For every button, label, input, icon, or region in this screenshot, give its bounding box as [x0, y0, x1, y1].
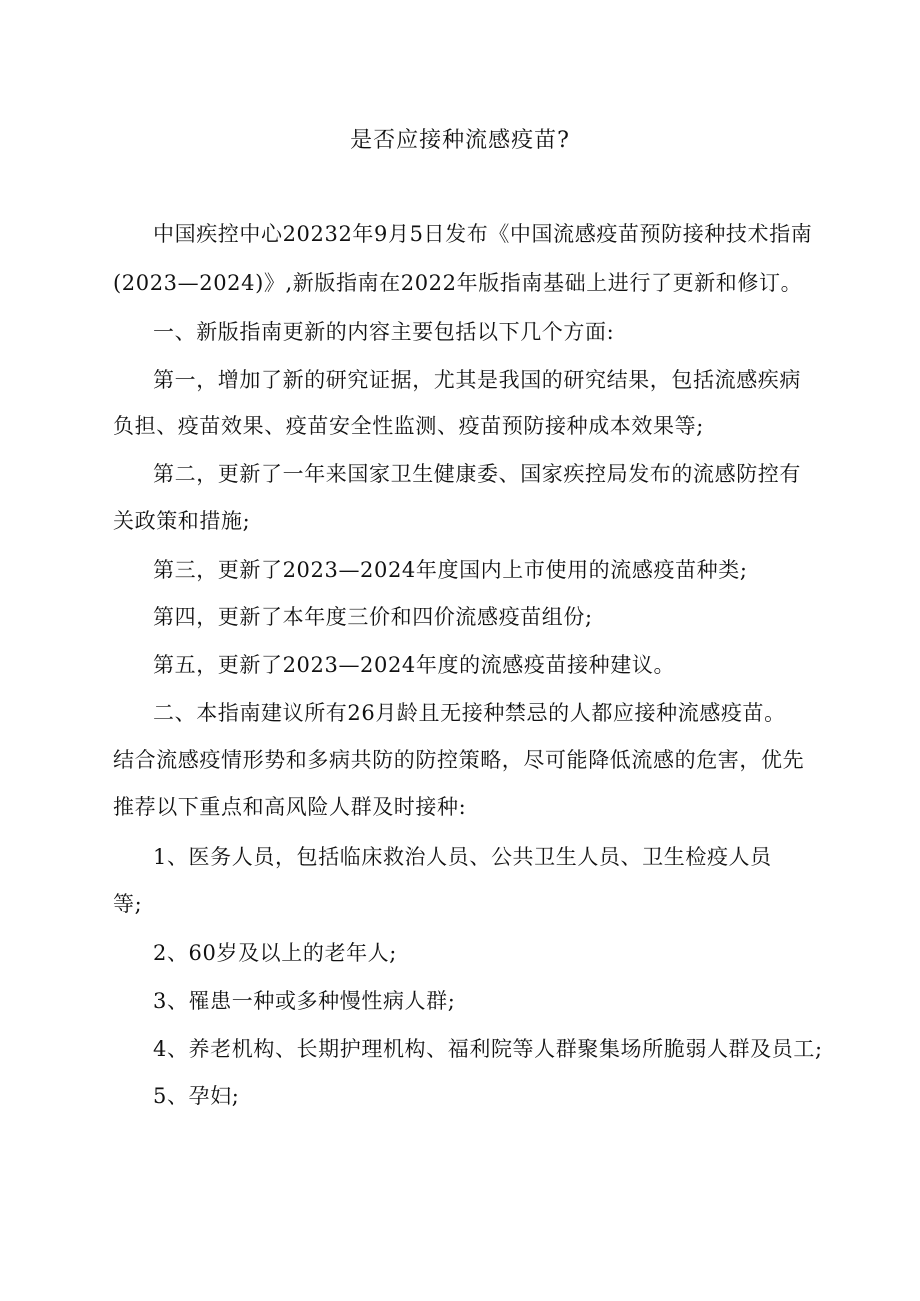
- text-line: 第五，更新了2023—2024年度的流感疫苗接种建议。: [153, 653, 676, 677]
- text-line: 负担、疫苗效果、疫苗安全性监测、疫苗预防接种成本效果等;: [113, 414, 704, 438]
- text-line: 结合流感疫情形势和多病共防的防控策略，尽可能降低流感的危害，优先: [113, 748, 805, 772]
- text-line: (2023—2024)》,新版指南在2022年版指南基础上进行了更新和修订。: [113, 271, 803, 295]
- text-line: 二、本指南建议所有26月龄且无接种禁忌的人都应接种流感疫苗。: [153, 701, 786, 725]
- text-line: 一、新版指南更新的内容主要包括以下几个方面:: [153, 320, 615, 344]
- text-line: 第三，更新了2023—2024年度国内上市使用的流感疫苗种类;: [153, 558, 748, 582]
- text-line: 第四，更新了本年度三价和四价流感疫苗组份;: [153, 605, 593, 629]
- list-item: 3、罹患一种或多种慢性病人群;: [153, 989, 456, 1013]
- text-line: 第二，更新了一年来国家卫生健康委、国家疾控局发布的流感防控有: [153, 462, 801, 486]
- list-item: 2、60岁及以上的老年人;: [153, 941, 397, 965]
- list-item: 5、孕妇;: [153, 1084, 240, 1108]
- document-title: 是否应接种流感疫苗?: [350, 128, 570, 153]
- list-item: 4、养老机构、长期护理机构、福利院等人群聚集场所脆弱人群及员工;: [153, 1037, 823, 1061]
- list-item-continuation: 等;: [113, 892, 143, 916]
- text-line: 推荐以下重点和高风险人群及时接种:: [113, 795, 467, 819]
- text-line: 关政策和措施;: [113, 509, 251, 533]
- list-item: 1、医务人员，包括临床救治人员、公共卫生人员、卫生检疫人员: [153, 845, 772, 869]
- text-line: 中国疾控中心20232年9月5日发布《中国流感疫苗预防接种技术指南: [153, 222, 813, 246]
- text-line: 第一，增加了新的研究证据，尤其是我国的研究结果，包括流感疾病: [153, 368, 801, 392]
